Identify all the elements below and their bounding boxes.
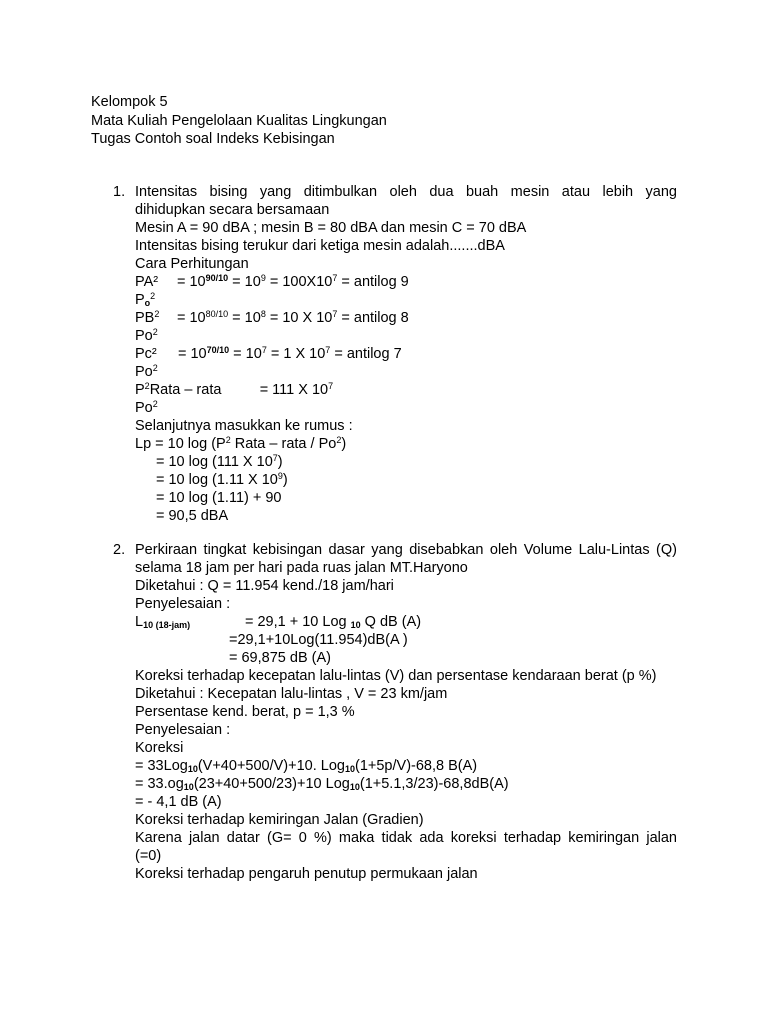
speed-correction-heading: Koreksi terhadap kecepatan lalu-lintas (V) dan persentase kendaraan berat (p %) (135, 668, 657, 684)
pc-label: Pc² (135, 346, 157, 362)
item-number: 2. (113, 542, 126, 558)
given-speed: Diketahui : Kecepatan lalu-lintas , V = 23 km/jam (135, 686, 448, 702)
pb-equation: $PB^2 = 10^{80/10} = 10^8 = 10$ X $10^7$ = antilog 8 (135, 309, 409, 326)
header-group: Kelompok 5 (91, 94, 168, 110)
lp-step-1: = 10 log (111 X $10^7$) (156, 453, 283, 470)
l10-step-2: =29,1+10Log(11.954)dB(A ) (229, 632, 408, 648)
item-number: 1. (113, 184, 126, 200)
question-text: Intensitas bising terukur dari ketiga mesin adalah.......dBA (135, 238, 505, 254)
gradient-explanation-line-2: (=0) (135, 848, 162, 864)
pa-equation: $PA^2 = 10^{90/10} = 10^9 = 100X10^7$ = antilog 9 (135, 273, 409, 290)
po-denominator: $P_o^2$ (135, 291, 156, 308)
po-denominator: Po$^2$ (135, 399, 158, 416)
correction-substitution: = $33.og_{10}(23+40+500/23)+10$ Log$_{10}$(1+5.1,3/23)-68,8dB(A) (135, 776, 509, 792)
solution-heading: Penyelesaian : (135, 596, 231, 612)
po-denominator: Po$^2$ (135, 363, 158, 380)
correction-result: = - 4,1 dB (A) (135, 794, 222, 810)
solution-heading: Penyelesaian : (135, 722, 231, 738)
document-header (91, 93, 387, 149)
item-body (135, 183, 677, 525)
intro-line-1: Perkiraan tingkat kebisingan dasar yang disebabkan oleh Volume Lalu-Lintas (Q) (135, 542, 677, 558)
header-assignment: Tugas Contoh soal Indeks Kebisingan (91, 131, 335, 147)
gradient-explanation-line-1: Karena jalan datar (G= 0 %) maka tidak ada koreksi terhadap kemiringan jalan (135, 830, 677, 846)
given-volume: Diketahui : Q = 11.954 kend./18 jam/hari (135, 578, 394, 594)
intro-line-2: dihidupkan secara bersamaan (135, 202, 330, 218)
calculation-heading: Cara Perhitungan (135, 256, 249, 272)
l10-result: = 69,875 dB (A) (229, 650, 331, 666)
formula-intro: Selanjutnya masukkan ke rumus : (135, 418, 353, 434)
correction-formula: = 33Log$_{10}$(V+40+500/V)+10. Log$_{10}$(1+5p/V)-68,8 B(A) (135, 758, 478, 774)
intro-line-1: Intensitas bising yang ditimbulkan oleh dua buah mesin atau lebih yang (135, 184, 677, 200)
lp-result: = 90,5 dBA (156, 508, 229, 524)
lp-step-2: = 10 log (1.11 X $10^9$) (156, 471, 288, 488)
p-average-equation: $P^2Rata$ – rata = 111 X $10^7$ (135, 381, 334, 398)
lp-step-3: = 10 log (1.11) + 90 (156, 490, 282, 506)
pa-label: PA² (135, 274, 159, 290)
po-denominator: Po$^2$ (135, 327, 158, 344)
gradient-correction-heading: Koreksi terhadap kemiringan Jalan (Gradien) (135, 812, 424, 828)
intro-line-2: selama 18 jam per hari pada ruas jalan MT.Haryono (135, 560, 468, 576)
lp-formula: Lp = 10 $\log (P^2$ Rata – rata / Po$^2$) (135, 435, 347, 452)
item-body (135, 541, 677, 883)
surface-correction-heading: Koreksi terhadap pengaruh penutup permukaan jalan (135, 866, 478, 882)
correction-label: Koreksi (135, 740, 184, 756)
l10-equation: $L_{10 (18-jam)} = 29,1 + 10$ Log $_{10}$ Q dB (A) (135, 614, 422, 630)
machine-values: Mesin A = 90 dBA ; mesin B = 80 dBA dan mesin C = 70 dBA (135, 220, 527, 236)
pc-equation: $Pc^2 = 10^{70/10} = 10^7 = 1$ X $10^7$ = antilog 7 (135, 345, 402, 362)
header-course: Mata Kuliah Pengelolaan Kualitas Lingkungan (91, 112, 387, 129)
pb-label: $PB^2$ (135, 309, 160, 326)
given-heavy-vehicles: Persentase kend. berat, p = 1,3 % (135, 704, 355, 720)
